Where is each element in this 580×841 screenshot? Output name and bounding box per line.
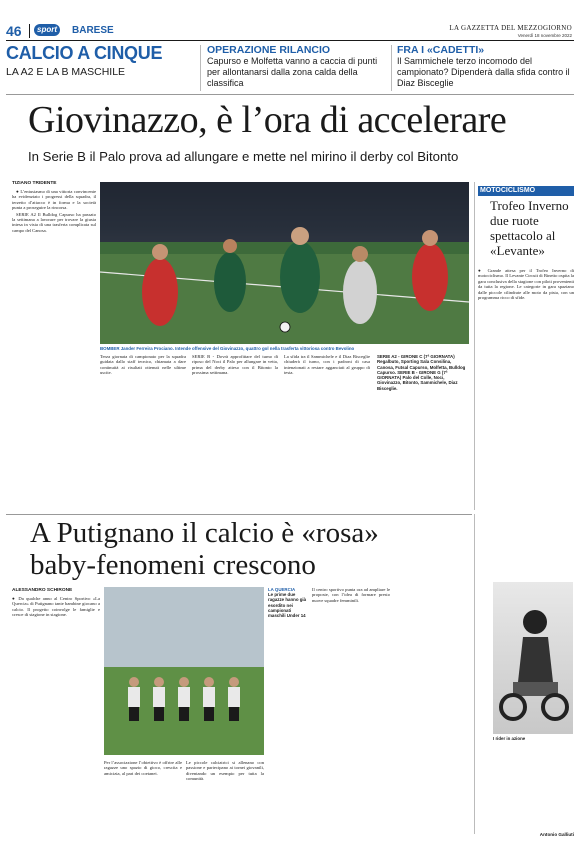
page-number-divider	[29, 24, 30, 38]
sidebar-divider	[474, 182, 475, 510]
rubric-subtitle: LA A2 E LA B MASCHILE	[6, 66, 126, 78]
second-photo	[104, 587, 264, 755]
futsal-scene-illustration	[100, 182, 469, 344]
main-author: TIZIANO TRIDENTE	[12, 181, 57, 186]
sidebar-headline: Trofeo Inverno due ruote spettacolo al «Levante»	[490, 198, 569, 258]
sidebar-author: Antonio Galliuti	[539, 832, 574, 837]
teaser-1-title: OPERAZIONE RILANCIO	[207, 44, 331, 56]
teaser-2-text: Il Sammichele terzo incomodo del campionato? Dipenderà dalla sfida contro il Diaz Bisceglie	[397, 56, 570, 88]
sidebar-divider-lower	[474, 514, 475, 834]
teaser-divider-2	[391, 45, 392, 91]
girls-team-illustration	[104, 587, 264, 755]
main-subhead: In Serie B il Palo prova ad allungare e mette nel mirino il derby col Bitonto	[28, 149, 459, 164]
second-headline-line1: A Putignano il calcio è «rosa»	[30, 517, 379, 549]
second-author: ALESSANDRO SCHIRONE	[12, 588, 73, 593]
sidebar-photo-caption: I rider in azione	[493, 736, 526, 741]
sidebar-photo	[493, 582, 573, 734]
sidebar-text: ● Grande attesa per il Trofeo Inverno di motociclismo. Il Levante Circuit di Binetto ospita la gara conclusiva della stagione con piloti provenienti da tutta la regione. Le categorie in gara spaziano dalle piccole cilindrate alle moto da pista, con un programma ricco di sfide.	[478, 268, 574, 301]
main-col2: Terza giornata di campionato per la squadra guidata dallo staff tecnico, chiamata a dare continuità ai risultati ottenuti nelle ultime uscite.	[100, 354, 186, 376]
second-col1: ● Da qualche anno al Centro Sportivo «La Quercia» di Putignano tante bambine giocano a calcio. Il progetto coinvolge le famiglie e cresce di stagione in stagione.	[12, 596, 100, 618]
main-photo-caption	[100, 346, 469, 351]
main-col1-p1: ● L’entusiasmo di una vittoria convincente ha evidenziato i progressi della squadra, il terzetto d’attacco è in forma e la società punta a proseguire la rincorsa.	[12, 189, 96, 211]
second-col3: Le piccole calciatrici si allenano con passione e partecipano ai tornei giovanili, diventando un esempio per tutta la comunità.	[186, 760, 264, 782]
second-col4: Il centro sportivo punta ora ad ampliare le proposte, con l’idea di formare presto nuove squadre femminili.	[312, 587, 390, 603]
sidebar-label: MOTOCICLISMO	[478, 186, 574, 196]
teaser-1	[207, 44, 387, 89]
second-headline-line2: baby-fenomeni crescono	[30, 549, 316, 581]
main-photo-caption-text: BOMBER Jander Ferreira Prociano. Intende offensive del Giovinazzo, quattro gol nella trasferta vittoriosa contro Bevolino	[100, 346, 355, 351]
second-photo-caption	[268, 587, 308, 618]
main-fixtures: SERIE A2 - GIRONE C (7ª GIORNATA) Regalbuto, Sporting Sala Consilina, Canosa, Futsal Capurso, Molfetta, Bulldog Capurso. SERIE B - GIRONE G (7ª GIORNATA) Palo del Colle, Noci, Giovinazzo, Bitonto, Sammichele, Diaz Bisceglie.	[377, 354, 466, 391]
rider-illustration	[493, 582, 573, 734]
main-col1	[12, 189, 96, 511]
teaser-2	[397, 44, 572, 89]
teaser-divider-1	[200, 45, 201, 91]
section-city: BARESE	[72, 25, 114, 36]
teaser-1-text: Capurso e Molfetta vanno a caccia di punti per allontanarsi dalla zona calda della classifica	[207, 56, 378, 88]
newspaper-name: LA GAZZETTA DEL MEZZOGIORNO	[449, 24, 572, 32]
section-brand-badge	[34, 24, 60, 36]
main-photo	[100, 182, 469, 344]
second-photo-caption-text: Le prime due ragazze hanno già esordito nei campionati maschili Under 14	[268, 592, 307, 619]
main-col4: La sfida tra il Sammichele e il Diaz Bisceglie chiuderà il turno, con i padroni di casa intenzionati a restare agganciati al gruppo di testa.	[284, 354, 370, 376]
page-number: 46	[6, 23, 22, 39]
second-col2: Per l’associazione l’obiettivo è offrire alle ragazze uno spazio di gioco, crescita e amicizia, al pari dei coetanei.	[104, 760, 182, 776]
rubric-title: CALCIO A CINQUE	[6, 43, 163, 63]
main-headline: Giovinazzo, è l’ora di accelerare	[28, 99, 507, 141]
teaser-2-title: FRA I «CADETTI»	[397, 44, 485, 56]
issue-date: Venerdì 18 novembre 2022	[517, 33, 572, 38]
second-article-rule	[6, 514, 472, 515]
second-photo-caption-title: LA QUERCIA	[268, 587, 296, 592]
teaser-rule	[6, 94, 574, 95]
section-brand: sport	[37, 25, 57, 34]
header-rule	[6, 40, 574, 41]
main-col1-p2: SERIE A2 Il Bulldog Capurso ha passato la settimana a lavorare per trovare la giusta intesa in vista di una trasferta complicata sul campo del Canosa.	[12, 211, 96, 233]
main-col3: SERIE B - Dovrà approfittare del turno di riposo del Noci il Palo per allungare in vetta, prima del derby atteso con il Bitonto la prossima settimana.	[192, 354, 278, 376]
